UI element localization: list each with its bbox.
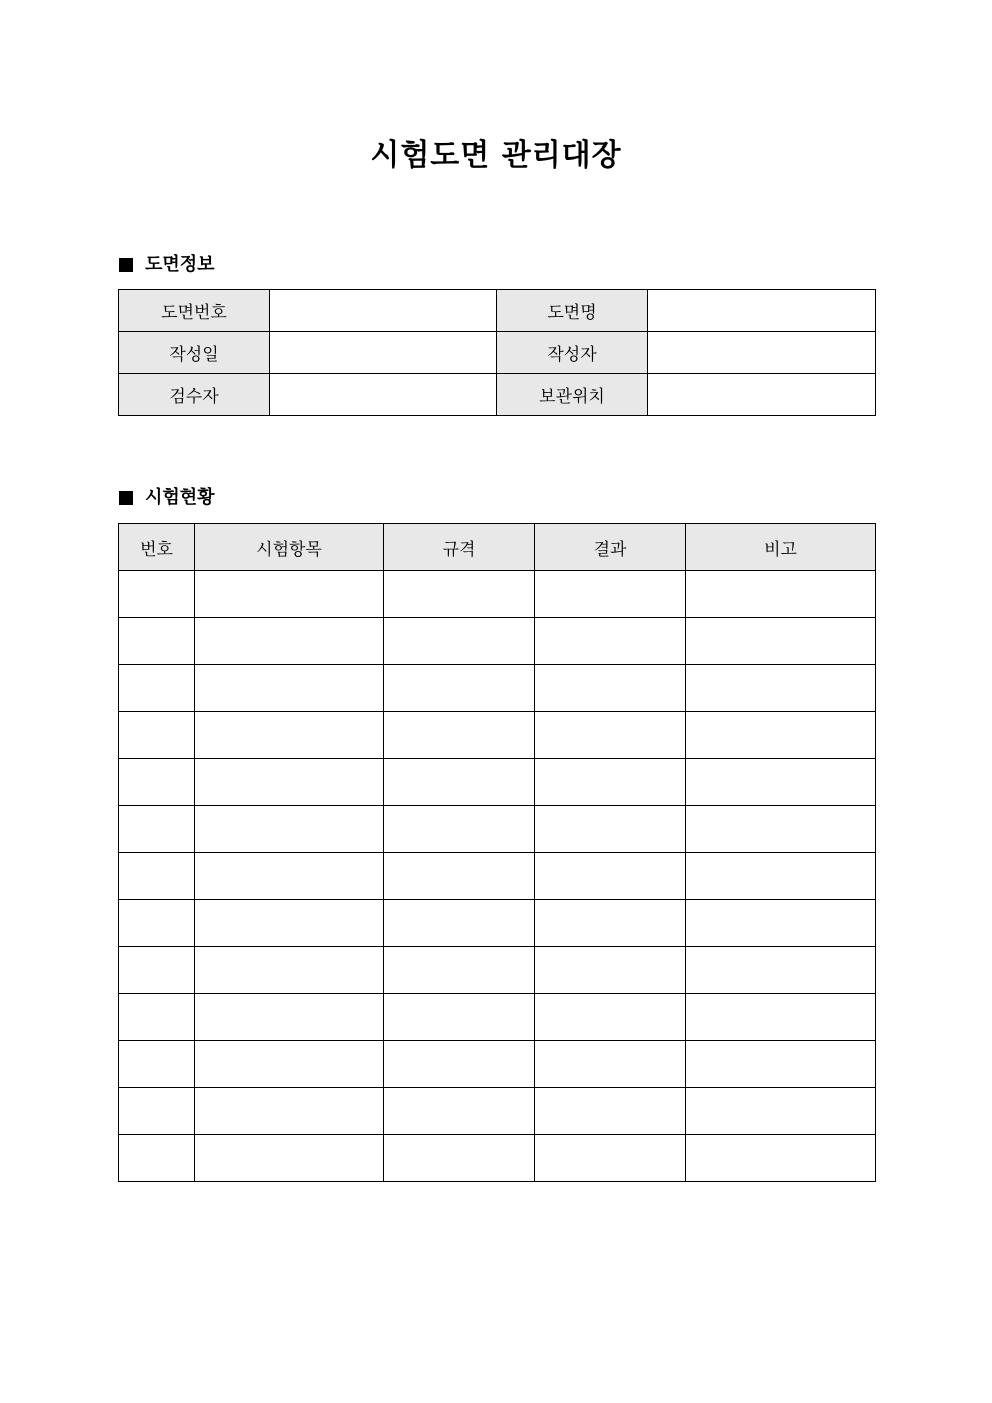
table-cell[interactable] [119, 571, 195, 618]
table-row [119, 947, 876, 994]
info-label: 검수자 [119, 374, 270, 416]
table-header-row [119, 524, 876, 571]
table-row [119, 712, 876, 759]
table-row [119, 618, 876, 665]
info-row [119, 332, 876, 374]
section-heading-status [119, 486, 215, 510]
info-row [119, 290, 876, 332]
table-row [119, 571, 876, 618]
section-heading-label: 도면정보 [145, 254, 215, 275]
table-cell[interactable] [195, 806, 384, 853]
drawing-info-table [118, 289, 876, 416]
table-cell[interactable] [686, 1135, 876, 1182]
table-cell[interactable] [384, 665, 535, 712]
table-row [119, 1135, 876, 1182]
table-cell[interactable] [535, 665, 686, 712]
table-cell[interactable] [195, 853, 384, 900]
table-cell[interactable] [686, 571, 876, 618]
table-cell[interactable] [535, 759, 686, 806]
table-cell[interactable] [686, 665, 876, 712]
info-value-cell[interactable] [648, 290, 876, 332]
table-row [119, 806, 876, 853]
column-header: 결과 [535, 524, 686, 571]
table-cell[interactable] [195, 571, 384, 618]
section-heading-info [119, 253, 215, 277]
column-header: 규격 [384, 524, 535, 571]
column-header: 시험항목 [195, 524, 384, 571]
table-cell[interactable] [119, 759, 195, 806]
table-cell[interactable] [195, 1088, 384, 1135]
test-status-table [118, 523, 876, 1182]
table-cell[interactable] [384, 1041, 535, 1088]
table-cell[interactable] [686, 806, 876, 853]
table-cell[interactable] [195, 712, 384, 759]
table-cell[interactable] [119, 712, 195, 759]
column-header: 번호 [119, 524, 195, 571]
table-cell[interactable] [195, 618, 384, 665]
table-row [119, 853, 876, 900]
table-cell[interactable] [384, 994, 535, 1041]
table-cell[interactable] [686, 853, 876, 900]
table-cell[interactable] [535, 1088, 686, 1135]
table-cell[interactable] [384, 853, 535, 900]
table-cell[interactable] [119, 1041, 195, 1088]
section-heading-label: 시험현황 [145, 487, 215, 508]
table-cell[interactable] [119, 806, 195, 853]
table-row [119, 665, 876, 712]
table-cell[interactable] [535, 1135, 686, 1182]
info-row [119, 374, 876, 416]
table-cell[interactable] [686, 759, 876, 806]
square-bullet-icon [119, 258, 133, 272]
info-label: 보관위치 [497, 374, 648, 416]
table-cell[interactable] [119, 618, 195, 665]
table-cell[interactable] [686, 900, 876, 947]
info-value-cell[interactable] [648, 374, 876, 416]
table-cell[interactable] [119, 900, 195, 947]
table-cell[interactable] [535, 900, 686, 947]
table-cell[interactable] [686, 947, 876, 994]
info-label: 도면명 [497, 290, 648, 332]
square-bullet-icon [119, 491, 133, 505]
table-cell[interactable] [384, 759, 535, 806]
info-label: 작성자 [497, 332, 648, 374]
table-cell[interactable] [686, 994, 876, 1041]
table-cell[interactable] [384, 618, 535, 665]
info-value-cell[interactable] [270, 332, 497, 374]
table-cell[interactable] [535, 571, 686, 618]
info-label: 작성일 [119, 332, 270, 374]
table-cell[interactable] [384, 712, 535, 759]
info-value-cell[interactable] [270, 374, 497, 416]
table-cell[interactable] [119, 1135, 195, 1182]
table-cell[interactable] [686, 1088, 876, 1135]
table-cell[interactable] [535, 806, 686, 853]
table-cell[interactable] [535, 994, 686, 1041]
info-value-cell[interactable] [270, 290, 497, 332]
table-cell[interactable] [535, 712, 686, 759]
table-cell[interactable] [195, 665, 384, 712]
table-cell[interactable] [119, 853, 195, 900]
table-cell[interactable] [195, 900, 384, 947]
table-row [119, 994, 876, 1041]
table-cell[interactable] [686, 712, 876, 759]
table-row [119, 900, 876, 947]
table-cell[interactable] [535, 947, 686, 994]
table-cell[interactable] [384, 1088, 535, 1135]
table-cell[interactable] [384, 947, 535, 994]
table-cell[interactable] [384, 900, 535, 947]
table-cell[interactable] [119, 947, 195, 994]
table-cell[interactable] [195, 994, 384, 1041]
table-cell[interactable] [195, 759, 384, 806]
table-cell[interactable] [195, 1135, 384, 1182]
table-cell[interactable] [119, 1088, 195, 1135]
table-cell[interactable] [119, 665, 195, 712]
table-cell[interactable] [384, 571, 535, 618]
table-row [119, 1041, 876, 1088]
table-cell[interactable] [686, 1041, 876, 1088]
table-cell[interactable] [195, 947, 384, 994]
table-row [119, 759, 876, 806]
table-cell[interactable] [535, 1041, 686, 1088]
table-cell[interactable] [119, 994, 195, 1041]
table-cell[interactable] [686, 618, 876, 665]
table-cell[interactable] [535, 853, 686, 900]
table-cell[interactable] [384, 806, 535, 853]
table-cell[interactable] [384, 1135, 535, 1182]
page-title: 시험도면 관리대장 [370, 138, 622, 173]
column-header: 비고 [686, 524, 876, 571]
info-value-cell[interactable] [648, 332, 876, 374]
table-cell[interactable] [195, 1041, 384, 1088]
status-table-body [119, 571, 876, 1182]
info-label: 도면번호 [119, 290, 270, 332]
table-row [119, 1088, 876, 1135]
table-cell[interactable] [535, 618, 686, 665]
